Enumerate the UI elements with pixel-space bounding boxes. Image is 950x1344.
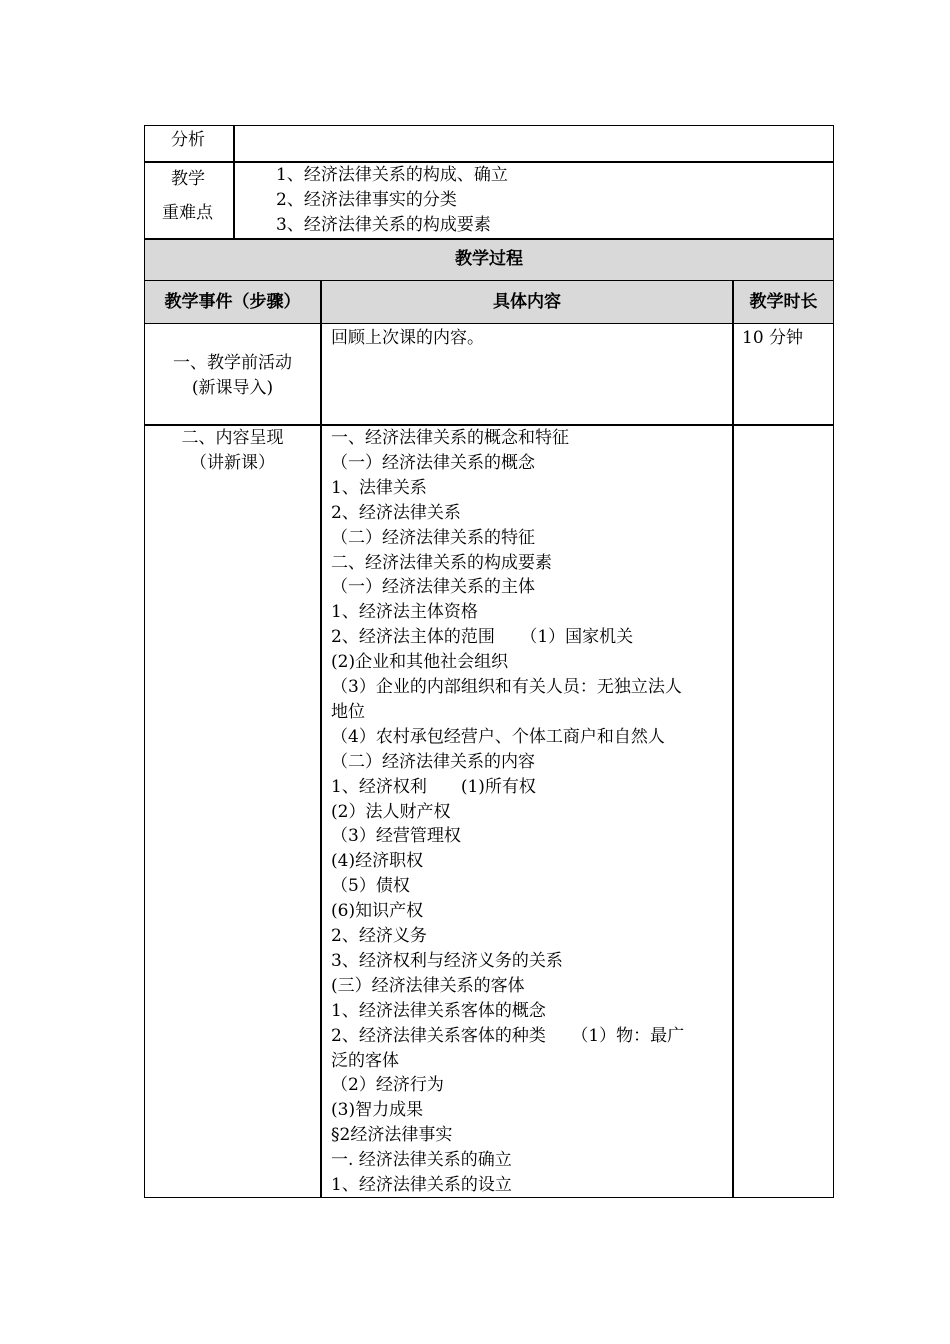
difficulty-label-line1: 教学 [171, 169, 205, 189]
content-line: 1、经济法主体资格 [331, 602, 478, 623]
top-table-col-divider [233, 125, 235, 239]
content-line: 一、经济法律关系的概念和特征 [331, 428, 569, 448]
content-line: (6)知识产权 [331, 901, 424, 922]
content-line: 1、经济法律关系客体的概念 [331, 1000, 546, 1021]
content-line: (4)经济职权 [331, 851, 424, 872]
content-line: 一. 经济法律关系的确立 [331, 1150, 512, 1171]
content-line: 1、经济法律关系的设立 [331, 1175, 512, 1195]
content-line: （2）经济行为 [331, 1075, 444, 1096]
content-line: 2、经济法律关系客体的种类 （1）物：最广 [331, 1025, 685, 1046]
content-line: （4）农村承包经营户、个体工商户和自然人 [331, 726, 665, 747]
difficulty-item: 2、经济法律事实的分类 [276, 190, 457, 210]
difficulty-item: 3、经济法律关系的构成要素 [276, 215, 491, 235]
content-line: §2经济法律事实 [331, 1125, 453, 1146]
content-line: 2、经济义务 [331, 926, 427, 946]
content-line: 2、经济法律关系 [331, 502, 461, 523]
content-line: 3、经济权利与经济义务的关系 [331, 950, 563, 971]
content-line: (3)智力成果 [331, 1100, 424, 1121]
content-line: （一）经济法律关系的概念 [331, 452, 535, 473]
content-line: 地位 [331, 701, 365, 722]
content-line: （二）经济法律关系的内容 [331, 751, 535, 772]
content-line: 泛的客体 [331, 1050, 399, 1071]
header-duration: 教学时长 [749, 292, 818, 312]
content-line: 二、经济法律关系的构成要素 [331, 552, 552, 573]
content-line: （一）经济法律关系的主体 [331, 577, 535, 598]
header-event: 教学事件（步骤） [164, 292, 301, 312]
row1-event-line1: 一、教学前活动 [173, 353, 292, 373]
content-line: （3）企业的内部组织和有关人员：无独立法人 [331, 677, 682, 697]
difficulty-label-line2: 重难点 [162, 203, 213, 223]
content-line: (2）法人财产权 [331, 801, 451, 822]
analysis-label: 分析 [171, 130, 205, 150]
content-line: (2)企业和其他社会组织 [331, 652, 509, 673]
content-line: (三）经济法律关系的客体 [331, 975, 525, 996]
content-line: （3）经营管理权 [331, 826, 461, 847]
content-line: 1、经济权利 (1)所有权 [331, 776, 536, 797]
header-content: 具体内容 [493, 292, 561, 312]
col-divider-2 [732, 280, 734, 1198]
row2-event-line1: 二、内容呈现 [181, 428, 284, 448]
process-title: 教学过程 [455, 249, 523, 269]
content-line: （二）经济法律关系的特征 [331, 527, 535, 548]
content-line: （5）债权 [331, 876, 410, 897]
col-divider-1 [320, 280, 322, 1198]
row1-event-line2: (新课导入) [191, 378, 274, 398]
content-line: 2、经济法主体的范围 （1）国家机关 [331, 627, 634, 648]
row1-duration: 10 分钟 [742, 328, 804, 348]
row1-content-line: 回顾上次课的内容。 [331, 328, 484, 348]
row2-event-line2: （讲新课） [190, 453, 275, 473]
content-line: 1、法律关系 [331, 477, 427, 498]
difficulty-item: 1、经济法律关系的构成、确立 [276, 165, 508, 185]
